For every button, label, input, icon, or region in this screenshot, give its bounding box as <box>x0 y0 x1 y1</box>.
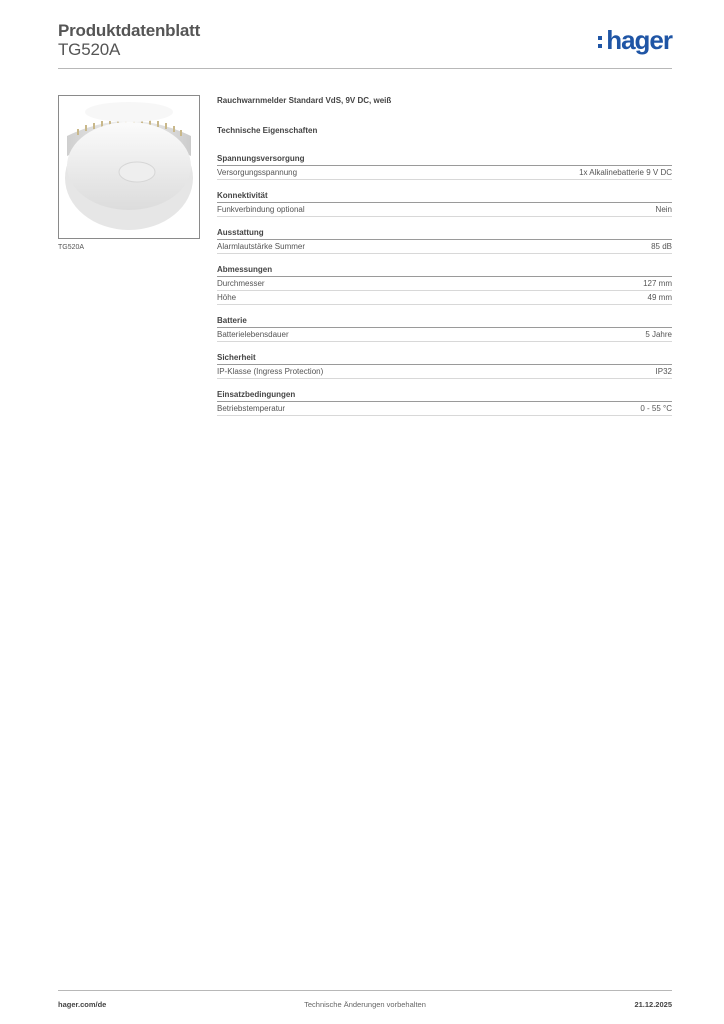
page-header <box>58 20 672 69</box>
footer-notice: Technische Änderungen vorbehalten <box>304 1000 426 1009</box>
property-label: IP-Klasse (Ingress Protection) <box>217 367 324 376</box>
property-label: Funkverbindung optional <box>217 205 305 214</box>
group-title: Spannungsversorgung <box>217 152 672 166</box>
logo-dots-icon <box>598 36 602 50</box>
document-subtitle: TG520A <box>58 40 121 59</box>
property-value: 5 Jahre <box>645 330 672 339</box>
property-value: 49 mm <box>647 293 672 302</box>
group-title: Einsatzbedingungen <box>217 388 672 402</box>
property-value: 1x Alkalinebatterie 9 V DC <box>579 168 672 177</box>
property-label: Betriebstemperatur <box>217 404 286 413</box>
page-footer <box>58 990 672 1011</box>
property-group <box>217 189 672 217</box>
property-group <box>217 314 672 342</box>
logo-text: hager <box>606 25 672 55</box>
group-title: Abmessungen <box>217 263 672 277</box>
product-image <box>58 95 200 239</box>
property-group <box>217 388 672 416</box>
property-label: Durchmesser <box>217 279 265 288</box>
property-value: 0 - 55 °C <box>640 404 672 413</box>
group-title: Ausstattung <box>217 226 672 240</box>
footer-website: hager.com/de <box>58 1000 107 1009</box>
document-title: Produktdatenblatt <box>58 21 201 40</box>
property-label: Alarmlautstärke Summer <box>217 242 306 251</box>
property-row <box>217 291 672 305</box>
group-title: Batterie <box>217 314 672 328</box>
group-title: Sicherheit <box>217 351 672 365</box>
image-caption: TG520A <box>58 244 85 251</box>
property-row <box>217 365 672 379</box>
property-group <box>217 263 672 305</box>
property-row <box>217 328 672 342</box>
property-group <box>217 226 672 254</box>
product-details <box>217 96 672 425</box>
property-row <box>217 402 672 416</box>
footer-date: 21.12.2025 <box>634 1000 672 1009</box>
section-heading: Technische Eigenschaften <box>217 126 318 135</box>
product-name: Rauchwarnmelder Standard VdS, 9V DC, weiß <box>217 96 392 105</box>
property-value: IP32 <box>655 367 672 376</box>
property-label: Höhe <box>217 293 237 302</box>
property-row <box>217 166 672 180</box>
group-title: Konnektivität <box>217 189 672 203</box>
property-group <box>217 152 672 180</box>
property-label: Versorgungsspannung <box>217 168 298 177</box>
property-group <box>217 351 672 379</box>
hager-logo <box>606 27 672 53</box>
property-row <box>217 240 672 254</box>
property-value: 85 dB <box>651 242 672 251</box>
property-row <box>217 277 672 291</box>
property-value: 127 mm <box>643 279 672 288</box>
property-value: Nein <box>655 205 672 214</box>
smoke-detector-image <box>59 96 199 238</box>
property-label: Batterielebensdauer <box>217 330 289 339</box>
property-row <box>217 203 672 217</box>
